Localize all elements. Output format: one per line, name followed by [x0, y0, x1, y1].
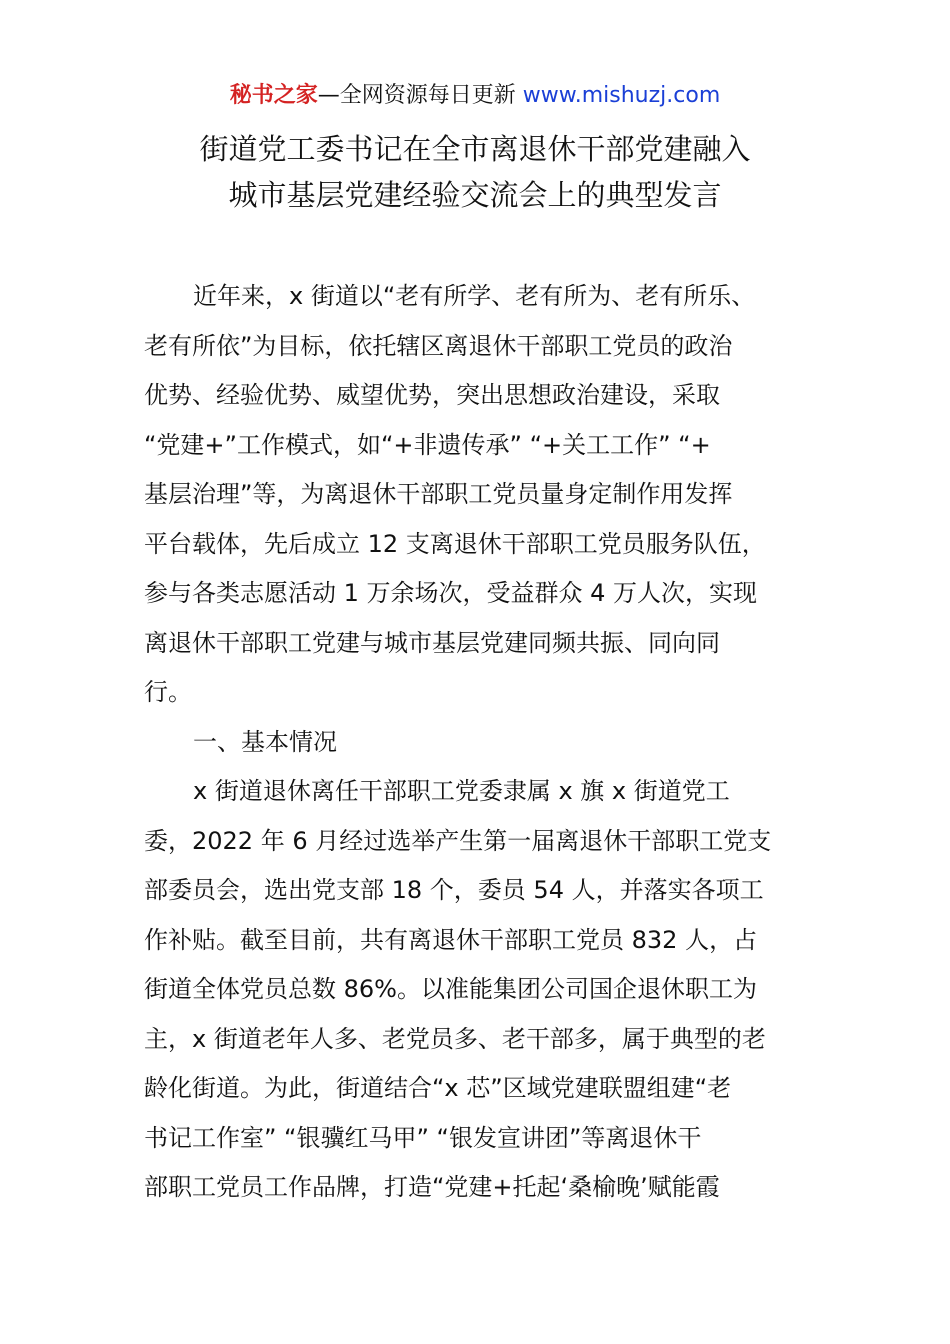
body-line: 龄化街道。为此，街道结合“x 芯”区域党建联盟组建“老 — [144, 1074, 732, 1102]
site-tagline: —全网资源每日更新 — [317, 83, 523, 108]
body-line: 优势、经验优势、威望优势，突出思想政治建设，采取 — [144, 381, 720, 409]
body-line: 书记工作室” “银骥红马甲” “银发宣讲团”等离退休干 — [144, 1123, 702, 1152]
title-line: 街道党工委书记在全市离退休干部党建融入 — [199, 132, 751, 166]
section-heading: 一、基本情况 — [193, 727, 337, 756]
body-line: x 街道退休离任干部职工党委隶属 x 旗 x 街道党工 — [193, 777, 730, 805]
body-line: “党建+”工作模式，如“+非遗传承” “+关工工作” “+ — [144, 430, 711, 459]
site-brand: 秘书之家 — [229, 83, 318, 108]
document-title — [0, 126, 950, 218]
body-line: 老有所依”为目标，依托辖区离退休干部职工党员的政治 — [144, 331, 733, 360]
title-line: 城市基层党建经验交流会上的典型发言 — [228, 178, 722, 212]
site-header — [0, 80, 950, 112]
body-line: 平台载体，先后成立 12 支离退休干部职工党员服务队伍， — [144, 529, 766, 558]
body-line: 基层治理”等，为离退休干部职工党员量身定制作用发挥 — [144, 480, 733, 508]
body-line: 部委员会，选出党支部 18 个，委员 54 人，并落实各项工 — [144, 876, 764, 904]
body-line: 街道全体党员总数 86%。以准能集团公司国企退休职工为 — [144, 975, 757, 1003]
body-line: 部职工党员工作品牌，打造“党建+托起‘桑榆晚’赋能霞 — [144, 1173, 720, 1201]
document-body — [144, 272, 808, 1213]
site-url-link[interactable]: www.mishuzj.com — [522, 83, 721, 108]
body-line: 委，2022 年 6 月经过选举产生第一届离退休干部职工党支 — [144, 826, 772, 855]
body-line: 近年来，x 街道以“老有所学、老有所为、老有所乐、 — [193, 282, 756, 310]
body-line: 参与各类志愿活动 1 万余场次，受益群众 4 万人次，实现 — [144, 579, 758, 607]
body-line: 作补贴。截至目前，共有离退休干部职工党员 832 人，占 — [144, 925, 758, 954]
body-line: 离退休干部职工党建与城市基层党建同频共振、同向同 — [144, 628, 720, 657]
body-line: 行。 — [144, 678, 192, 706]
body-line: 主，x 街道老年人多、老党员多、老干部多，属于典型的老 — [144, 1024, 766, 1053]
